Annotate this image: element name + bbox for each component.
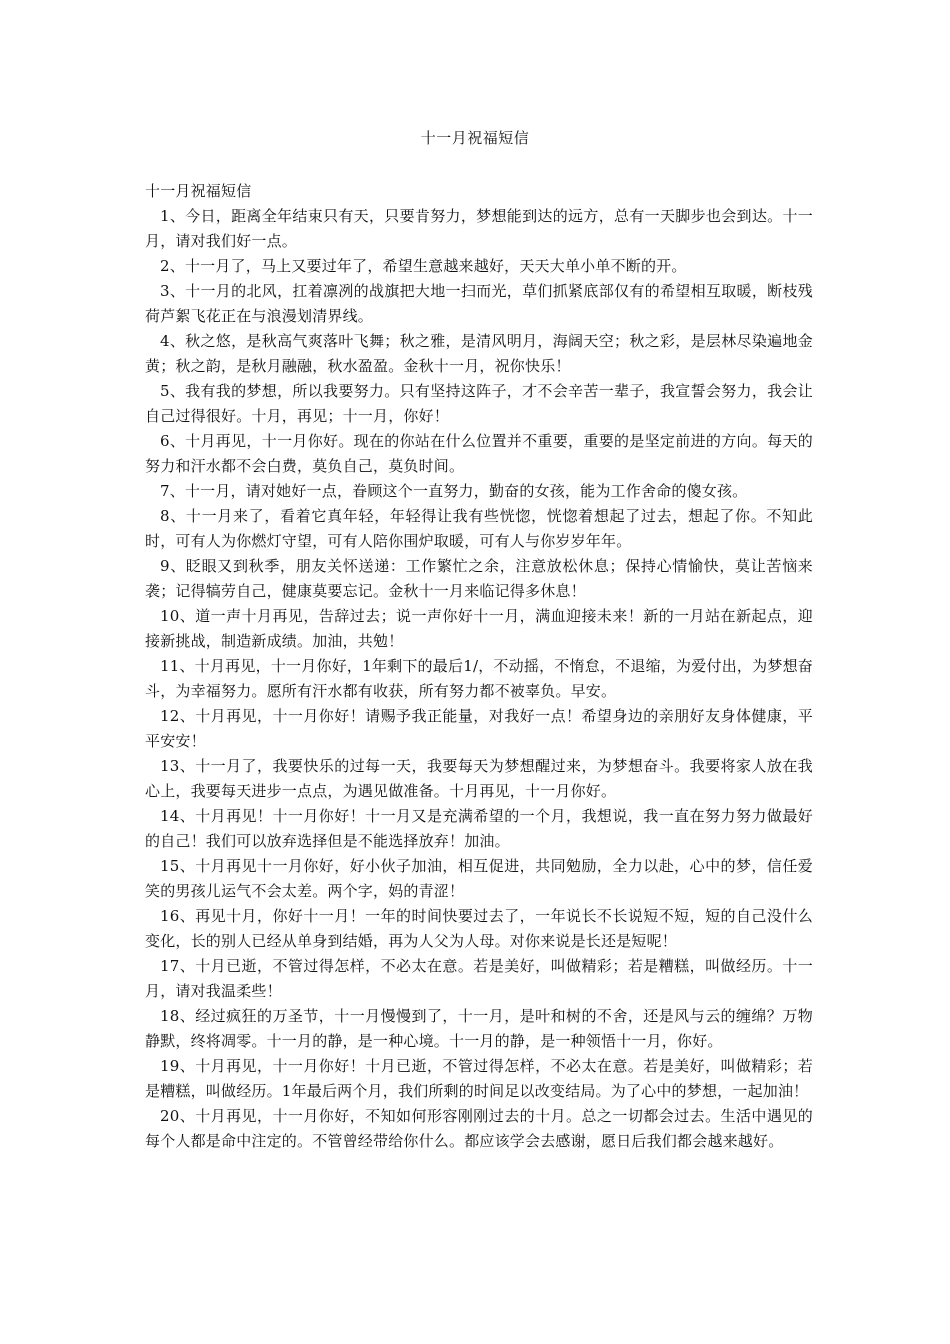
message-item: 3、十一月的北风，扛着凛冽的战旗把大地一扫而光，草们抓紧底部仅有的希望相互取暖，断枝残荷芦絮飞花正在与浪漫划清界线。 [145, 282, 813, 325]
message-item: 11、十月再见，十一月你好，1年剩下的最后1/，不动摇，不惰怠，不退缩，为爱付出，为梦想奋斗，为幸福努力。愿所有汗水都有收获，所有努力都不被辜负。早安。 [145, 657, 813, 700]
message-item: 1、今日，距离全年结束只有天，只要肯努力，梦想能到达的远方，总有一天脚步也会到达。十一月，请对我们好一点。 [145, 207, 813, 250]
message-item: 7、十一月，请对她好一点，眷顾这个一直努力，勤奋的女孩，能为工作舍命的傻女孩。 [160, 482, 748, 500]
message-item: 10、道一声十月再见，告辞过去；说一声你好十一月，满血迎接未来！新的一月站在新起点，迎接新挑战，制造新成绩。加油，共勉！ [145, 607, 813, 650]
document-title: 十一月祝福短信 [420, 129, 530, 147]
document-body [145, 179, 813, 1154]
message-item: 14、十月再见！十一月你好！十一月又是充满希望的一个月，我想说，我一直在努力努力做最好的自己！我们可以放弃选择但是不能选择放弃！加油。 [145, 807, 813, 850]
message-item: 4、秋之悠，是秋高气爽落叶飞舞；秋之雅，是清风明月，海阔天空；秋之彩，是层林尽染遍地金黄；秋之韵，是秋月融融，秋水盈盈。金秋十一月，祝你快乐！ [145, 332, 813, 375]
message-item: 17、十月已逝，不管过得怎样，不必太在意。若是美好，叫做精彩；若是糟糕，叫做经历。十一月，请对我温柔些！ [145, 957, 813, 1000]
message-item: 9、眨眼又到秋季，朋友关怀送递：工作繁忙之余，注意放松休息；保持心情愉快，莫让苦恼来袭；记得犒劳自己，健康莫要忘记。金秋十一月来临记得多休息！ [145, 557, 813, 600]
message-item: 16、再见十月，你好十一月！一年的时间快要过去了，一年说长不长说短不短，短的自己没什么变化，长的别人已经从单身到结婚，再为人父为人母。对你来说是长还是短呢！ [145, 907, 813, 950]
message-item: 15、十月再见十一月你好，好小伙子加油，相互促进，共同勉励，全力以赴，心中的梦，信任爱笑的男孩儿运气不会太差。两个字，妈的青涩！ [145, 857, 813, 900]
message-item: 6、十月再见，十一月你好。现在的你站在什么位置并不重要，重要的是坚定前进的方向。每天的努力和汗水都不会白费，莫负自己，莫负时间。 [145, 432, 813, 475]
message-item: 18、经过疯狂的万圣节，十一月慢慢到了，十一月，是叶和树的不舍，还是风与云的缠绵？万物静默，终将凋零。十一月的静，是一种心境。十一月的静，是一种领悟十一月，你好。 [145, 1007, 813, 1050]
message-item: 13、十一月了，我要快乐的过每一天，我要每天为梦想醒过来，为梦想奋斗。我要将家人放在我心上，我要每天进步一点点，为遇见做准备。十月再见，十一月你好。 [145, 757, 813, 800]
message-item: 8、十一月来了，看着它真年轻，年轻得让我有些恍惚，恍惚着想起了过去，想起了你。不知此时，可有人为你燃灯守望，可有人陪你围炉取暖，可有人与你岁岁年年。 [145, 507, 813, 550]
document-subheading: 十一月祝福短信 [145, 182, 252, 200]
message-item: 19、十月再见，十一月你好！十月已逝，不管过得怎样，不必太在意。若是美好，叫做精彩；若是糟糕，叫做经历。1年最后两个月，我们所剩的时间足以改变结局。为了心中的梦想，一起加油！ [145, 1057, 813, 1100]
message-item: 2、十一月了，马上又要过年了，希望生意越来越好，天天大单小单不断的开。 [160, 257, 687, 275]
message-item: 20、十月再见，十一月你好，不知如何形容刚刚过去的十月。总之一切都会过去。生活中遇见的每个人都是命中注定的。不管曾经带给你什么。都应该学会去感谢，愿日后我们都会越来越好。 [145, 1107, 813, 1150]
message-item: 12、十月再见，十一月你好！请赐予我正能量，对我好一点！希望身边的亲朋好友身体健康，平平安安！ [145, 707, 813, 750]
message-item: 5、我有我的梦想，所以我要努力。只有坚持这阵子，才不会辛苦一辈子，我宣誓会努力，我会让自己过得很好。十月，再见；十一月，你好！ [145, 382, 813, 425]
